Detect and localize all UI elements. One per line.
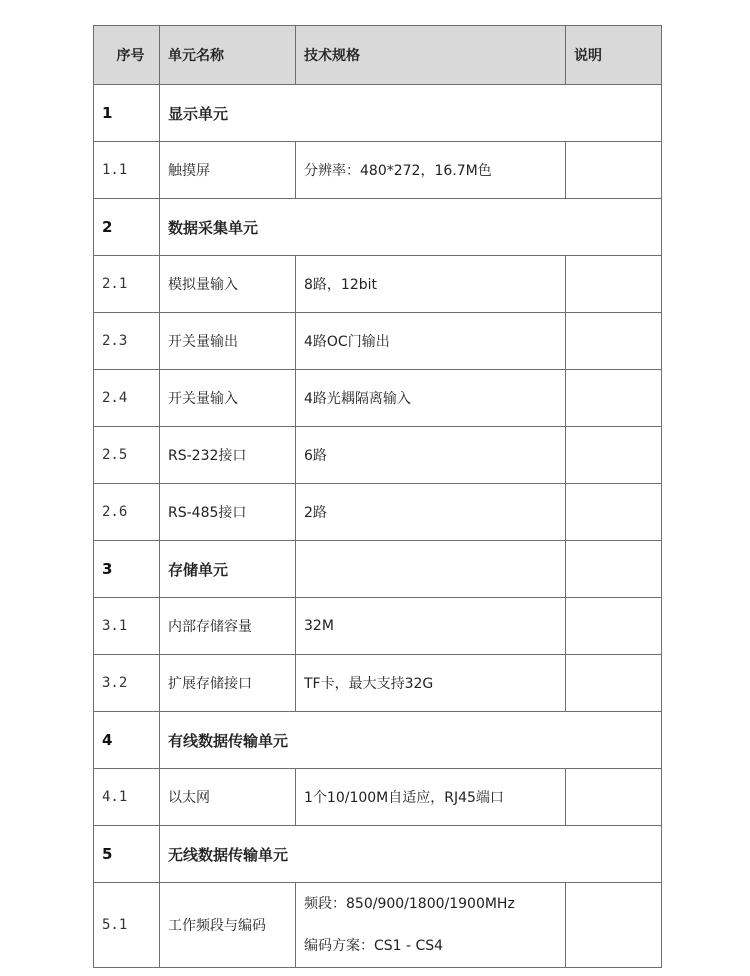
row-note bbox=[566, 655, 662, 712]
row-unit-name: 触摸屏 bbox=[160, 142, 296, 199]
row-note bbox=[566, 883, 662, 968]
row-seq: 3 bbox=[94, 541, 160, 598]
section-row bbox=[94, 199, 662, 256]
table-row bbox=[94, 142, 662, 199]
table-row bbox=[94, 370, 662, 427]
table-row bbox=[94, 883, 662, 968]
row-spec: 4路OC门输出 bbox=[296, 313, 566, 370]
row-unit-name: 开关量输入 bbox=[160, 370, 296, 427]
row-seq: 2.1 bbox=[94, 256, 160, 313]
table-row bbox=[94, 598, 662, 655]
section-title: 显示单元 bbox=[160, 85, 662, 142]
row-unit-name: 扩展存储接口 bbox=[160, 655, 296, 712]
row-spec: TF卡，最大支持32G bbox=[296, 655, 566, 712]
table-row bbox=[94, 256, 662, 313]
table-row bbox=[94, 655, 662, 712]
row-note bbox=[566, 598, 662, 655]
row-seq: 4.1 bbox=[94, 769, 160, 826]
row-seq: 3.1 bbox=[94, 598, 160, 655]
section-title: 有线数据传输单元 bbox=[160, 712, 662, 769]
row-seq: 2.6 bbox=[94, 484, 160, 541]
row-note bbox=[566, 142, 662, 199]
row-spec: 4路光耦隔离输入 bbox=[296, 370, 566, 427]
row-unit-name: 以太网 bbox=[160, 769, 296, 826]
row-unit-name: RS-485接口 bbox=[160, 484, 296, 541]
header-note: 说明 bbox=[566, 26, 662, 85]
section-title: 无线数据传输单元 bbox=[160, 826, 662, 883]
row-unit-name: 工作频段与编码 bbox=[160, 883, 296, 968]
section-title: 数据采集单元 bbox=[160, 199, 662, 256]
header-spec: 技术规格 bbox=[296, 26, 566, 85]
row-spec bbox=[296, 541, 566, 598]
header-unit-name: 单元名称 bbox=[160, 26, 296, 85]
row-seq: 3.2 bbox=[94, 655, 160, 712]
row-seq: 2.3 bbox=[94, 313, 160, 370]
row-note bbox=[566, 769, 662, 826]
row-spec: 分辨率：480*272，16.7M色 bbox=[296, 142, 566, 199]
row-seq: 4 bbox=[94, 712, 160, 769]
section-row bbox=[94, 541, 662, 598]
row-unit-name: 模拟量输入 bbox=[160, 256, 296, 313]
row-seq: 2.5 bbox=[94, 427, 160, 484]
row-spec: 32M bbox=[296, 598, 566, 655]
row-note bbox=[566, 313, 662, 370]
row-seq: 5.1 bbox=[94, 883, 160, 968]
spec-table bbox=[93, 25, 662, 968]
table-row bbox=[94, 769, 662, 826]
row-seq: 2.4 bbox=[94, 370, 160, 427]
row-seq: 2 bbox=[94, 199, 160, 256]
section-row bbox=[94, 712, 662, 769]
row-note bbox=[566, 370, 662, 427]
row-spec: 1个10/100M自适应，RJ45端口 bbox=[296, 769, 566, 826]
row-note bbox=[566, 541, 662, 598]
row-note bbox=[566, 256, 662, 313]
row-spec bbox=[296, 883, 566, 968]
section-row bbox=[94, 826, 662, 883]
row-note bbox=[566, 427, 662, 484]
row-unit-name: RS-232接口 bbox=[160, 427, 296, 484]
spec-line-frequency: 频段：850/900/1800/1900MHz bbox=[304, 896, 515, 912]
header-row bbox=[94, 26, 662, 85]
spec-line-coding: 编码方案：CS1 - CS4 bbox=[304, 938, 444, 954]
row-spec: 2路 bbox=[296, 484, 566, 541]
row-unit-name: 内部存储容量 bbox=[160, 598, 296, 655]
row-seq: 1 bbox=[94, 85, 160, 142]
table-row bbox=[94, 427, 662, 484]
row-seq: 5 bbox=[94, 826, 160, 883]
table-row bbox=[94, 484, 662, 541]
row-unit-name: 开关量输出 bbox=[160, 313, 296, 370]
row-note bbox=[566, 484, 662, 541]
row-spec: 8路，12bit bbox=[296, 256, 566, 313]
table-row bbox=[94, 313, 662, 370]
row-spec: 6路 bbox=[296, 427, 566, 484]
section-title: 存储单元 bbox=[160, 541, 296, 598]
section-row bbox=[94, 85, 662, 142]
header-seq: 序号 bbox=[94, 26, 160, 85]
row-seq: 1.1 bbox=[94, 142, 160, 199]
